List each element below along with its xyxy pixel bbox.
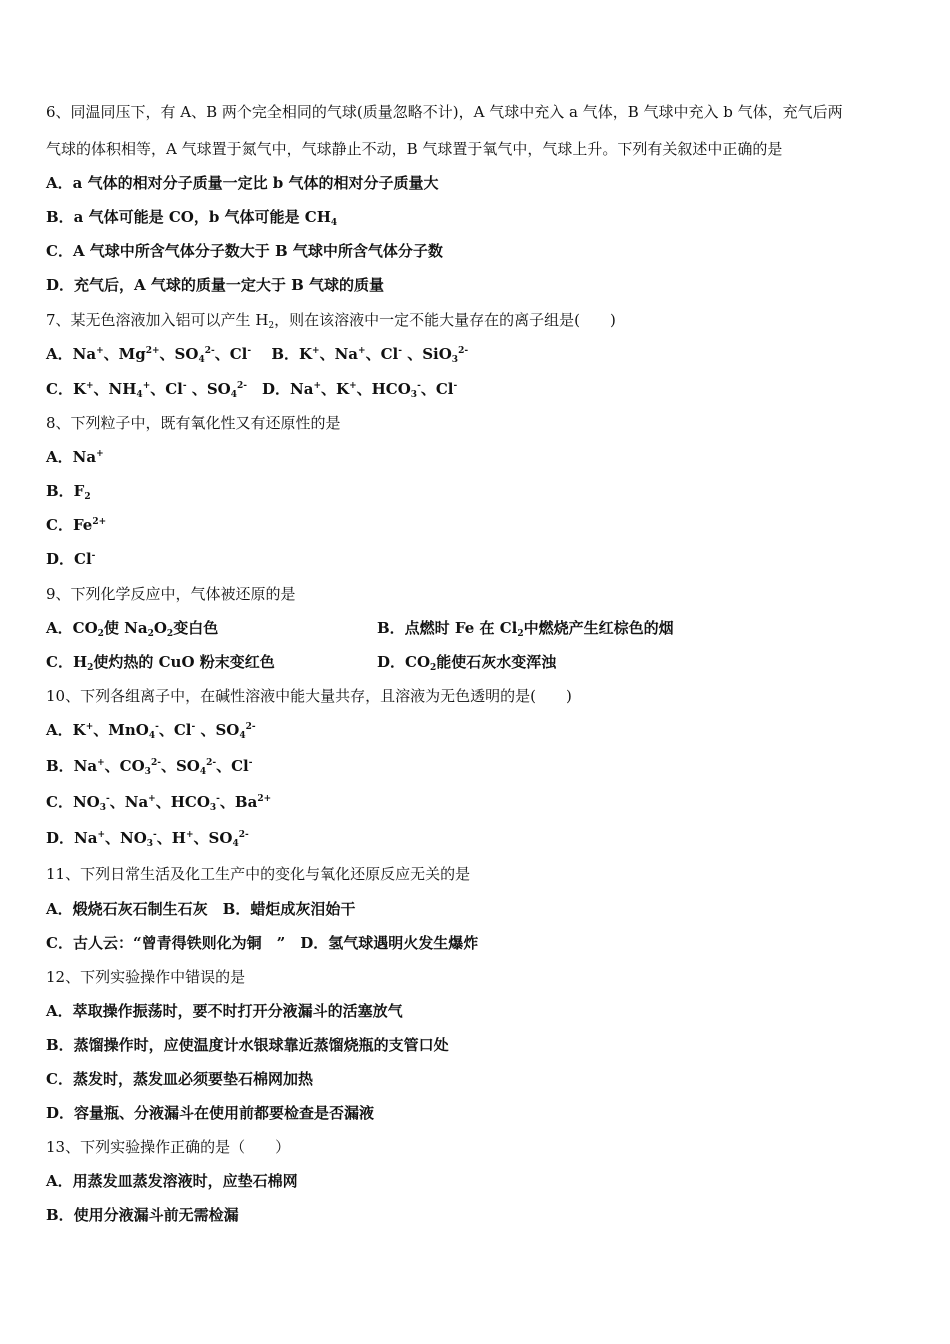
question-stem: [46, 686, 572, 706]
text-run: D．容量瓶、分液漏斗在使用前都要检查是否漏液: [46, 1104, 375, 1122]
subscript: 2: [517, 629, 524, 639]
question-stem: [46, 102, 843, 122]
superscript: +: [85, 381, 94, 391]
text-run: 9、下列化学反应中，气体被还原的是: [46, 585, 296, 603]
superscript: +: [148, 794, 156, 804]
subscript: 2: [430, 663, 437, 673]
text-run: 使 Na: [103, 619, 148, 637]
text-run: 12、下列实验操作中错误的是: [46, 968, 246, 986]
text-run: ，则在该溶液中一定不能大量存在的离子组是( ): [274, 311, 616, 329]
answer-option: [46, 756, 253, 776]
text-run: 、K: [321, 380, 350, 398]
text-run: C．Fe: [46, 516, 93, 534]
text-run: B．F: [46, 482, 85, 500]
text-run: D．充气后，A 气球的质量一定大于 B 气球的质量: [46, 276, 384, 294]
subscript: 4: [330, 218, 338, 228]
subscript: 3: [451, 355, 459, 365]
text-run: A．煅烧石灰石制生石灰 B．蜡炬成灰泪始干: [46, 900, 356, 918]
text-run: C．NO: [46, 793, 100, 811]
text-run: 8、下列粒子中，既有氧化性又有还原性的是: [46, 414, 341, 432]
subscript: 4: [230, 390, 238, 400]
text-run: D．Na: [247, 380, 314, 398]
superscript: -: [453, 381, 458, 391]
superscript: +: [313, 381, 322, 391]
superscript: +: [349, 381, 357, 391]
superscript: 2-: [237, 381, 248, 391]
subscript: 4: [148, 731, 156, 741]
answer-option: [46, 1103, 374, 1123]
subscript: 4: [198, 355, 205, 365]
answer-option: [46, 1001, 403, 1021]
superscript: -: [182, 381, 187, 391]
text-run: 、Ba: [219, 793, 258, 811]
superscript: -: [105, 794, 110, 804]
answer-option: [46, 792, 271, 812]
superscript: 2-: [245, 722, 256, 732]
superscript: -: [153, 830, 157, 840]
text-run: B．K: [251, 345, 313, 363]
text-run: 中燃烧产生红棕色的烟: [523, 619, 674, 637]
subscript: 4: [239, 731, 246, 741]
text-run: D．CO: [377, 653, 431, 671]
text-run: 11、下列日常生活及化工生产中的变化与氧化还原反应无关的是: [46, 865, 471, 883]
text-run: D．Na: [46, 829, 98, 847]
subscript: 2: [84, 492, 91, 502]
subscript: 2: [87, 663, 94, 673]
text-run: 、NH: [93, 380, 137, 398]
superscript: -: [216, 794, 220, 804]
subscript: 2: [147, 629, 154, 639]
text-run: 、Cl: [420, 380, 454, 398]
text-run: B．使用分液漏斗前无需检漏: [46, 1206, 239, 1224]
text-run: 、Na: [109, 793, 149, 811]
text-run: 6、同温同压下，有 A、B 两个完全相同的气球(质量忽略不计)，A 气球中充入 a 气体，B 气球中充入 b 气体，充气后两: [46, 103, 843, 121]
superscript: +: [96, 346, 104, 356]
superscript: -: [247, 346, 252, 356]
text-run: 10、下列各组离子中，在碱性溶液中能大量共存，且溶液为无色透明的是( ): [46, 687, 572, 705]
text-run: A．CO: [46, 619, 98, 637]
superscript: 2-: [204, 346, 215, 356]
text-run: A．K: [46, 721, 86, 739]
superscript: +: [97, 758, 105, 768]
answer-option: [377, 652, 556, 672]
answer-option: [46, 1171, 298, 1191]
question-stem: [46, 1137, 290, 1157]
text-run: 、SO: [186, 380, 231, 398]
superscript: -: [248, 758, 253, 768]
text-run: B．a 气体可能是 CO，b 气体可能是 CH: [46, 208, 331, 226]
answer-option: [46, 1205, 239, 1225]
superscript: -: [398, 346, 402, 356]
text-run: A．Na: [46, 448, 97, 466]
text-run: D．Cl: [46, 550, 92, 568]
text-run: B．蒸馏操作时，应使温度计水银球靠近蒸馏烧瓶的支管口处: [46, 1036, 449, 1054]
text-run: A．Na: [46, 345, 97, 363]
answer-option: [46, 379, 457, 399]
subscript: 3: [209, 803, 217, 813]
subscript: 3: [99, 803, 106, 813]
superscript: 2-: [458, 346, 469, 356]
answer-option: [46, 1069, 313, 1089]
subscript: 3: [146, 839, 154, 849]
subscript: 3: [410, 390, 418, 400]
answer-option: [46, 1035, 449, 1055]
answer-option: [46, 275, 384, 295]
subscript: 4: [199, 767, 207, 777]
answer-option: [46, 933, 478, 953]
text-run: O: [153, 619, 167, 637]
superscript: 2+: [145, 346, 160, 356]
answer-option: [46, 549, 95, 569]
superscript: +: [97, 830, 105, 840]
superscript: -: [155, 722, 159, 732]
text-run: 、MnO: [93, 721, 149, 739]
text-run: B．Na: [46, 757, 98, 775]
text-run: 、HCO: [356, 380, 411, 398]
superscript: +: [312, 346, 320, 356]
answer-option: [46, 344, 468, 364]
superscript: 2-: [206, 758, 217, 768]
text-run: A．萃取操作振荡时，要不时打开分液漏斗的活塞放气: [46, 1002, 403, 1020]
answer-option: [46, 207, 337, 227]
text-run: C．古人云：“曾青得铁则化为铜 ” D．氢气球遇明火发生爆炸: [46, 934, 479, 952]
answer-option: [46, 481, 91, 501]
answer-option: [46, 173, 439, 193]
text-run: 、SiO: [401, 345, 452, 363]
subscript: 3: [144, 767, 151, 777]
text-run: 、Cl: [158, 721, 192, 739]
answer-option: [46, 652, 557, 673]
superscript: 2+: [257, 794, 272, 804]
text-run: C．K: [46, 380, 86, 398]
answer-option: [46, 618, 674, 639]
text-run: 13、下列实验操作正确的是（ ）: [46, 1138, 291, 1156]
answer-option: [46, 515, 106, 535]
text-run: 、SO: [195, 721, 240, 739]
answer-option: [46, 899, 355, 919]
superscript: +: [96, 449, 104, 459]
text-run: C．A 气球中所含气体分子数大于 B 气球中所含气体分子数: [46, 242, 443, 260]
text-run: C．蒸发时，蒸发皿必须要垫石棉网加热: [46, 1070, 313, 1088]
answer-option: [46, 720, 256, 740]
text-run: 、SO: [159, 345, 199, 363]
superscript: +: [358, 346, 366, 356]
superscript: -: [91, 551, 96, 561]
subscript: 2: [268, 321, 275, 331]
superscript: +: [142, 381, 151, 391]
text-run: 、SO: [160, 757, 200, 775]
subscript: 2: [97, 629, 104, 639]
answer-option: [46, 447, 104, 467]
text-run: 、Cl: [150, 380, 183, 398]
text-run: 使灼热的 CuO 粉末变红色: [93, 653, 275, 671]
question-stem: [46, 967, 245, 987]
text-run: 、Cl: [365, 345, 399, 363]
text-run: 、NO: [105, 829, 147, 847]
text-run: 、SO: [193, 829, 233, 847]
text-run: 、Cl: [214, 345, 248, 363]
subscript: 4: [232, 839, 239, 849]
text-run: 气球的体积相等，A 气球置于氮气中，气球静止不动，B 气球置于氧气中，气球上升。下列有关叙述中正确的是: [46, 140, 783, 158]
text-run: 7、某无色溶液加入铝可以产生 H: [46, 311, 269, 329]
text-run: 、Mg: [103, 345, 146, 363]
text-run: B．点燃时 Fe 在 Cl: [377, 619, 518, 637]
superscript: 2-: [238, 830, 249, 840]
text-run: 、Na: [319, 345, 359, 363]
text-run: 、H: [156, 829, 186, 847]
text-run: 、HCO: [155, 793, 210, 811]
answer-option: [46, 828, 249, 848]
question-stem: [46, 864, 470, 884]
superscript: +: [185, 830, 194, 840]
question-stem: [46, 584, 296, 604]
question-stem: [46, 139, 782, 159]
text-run: 、CO: [104, 757, 145, 775]
text-run: A．a 气体的相对分子质量一定比 b 气体的相对分子质量大: [46, 174, 439, 192]
superscript: 2+: [92, 517, 107, 527]
superscript: -: [417, 381, 421, 391]
text-run: A．用蒸发皿蒸发溶液时，应垫石棉网: [46, 1172, 298, 1190]
superscript: -: [191, 722, 196, 732]
subscript: 2: [166, 629, 174, 639]
text-run: C．H: [46, 653, 88, 671]
superscript: +: [85, 722, 94, 732]
answer-option: [46, 241, 443, 261]
question-stem: [46, 310, 616, 330]
question-stem: [46, 413, 341, 433]
text-run: 变白色: [173, 619, 219, 637]
superscript: 2-: [150, 758, 161, 768]
answer-option: [377, 618, 674, 638]
text-run: 、Cl: [216, 757, 249, 775]
text-run: 能使石灰水变浑浊: [436, 653, 557, 671]
subscript: 4: [136, 390, 143, 400]
